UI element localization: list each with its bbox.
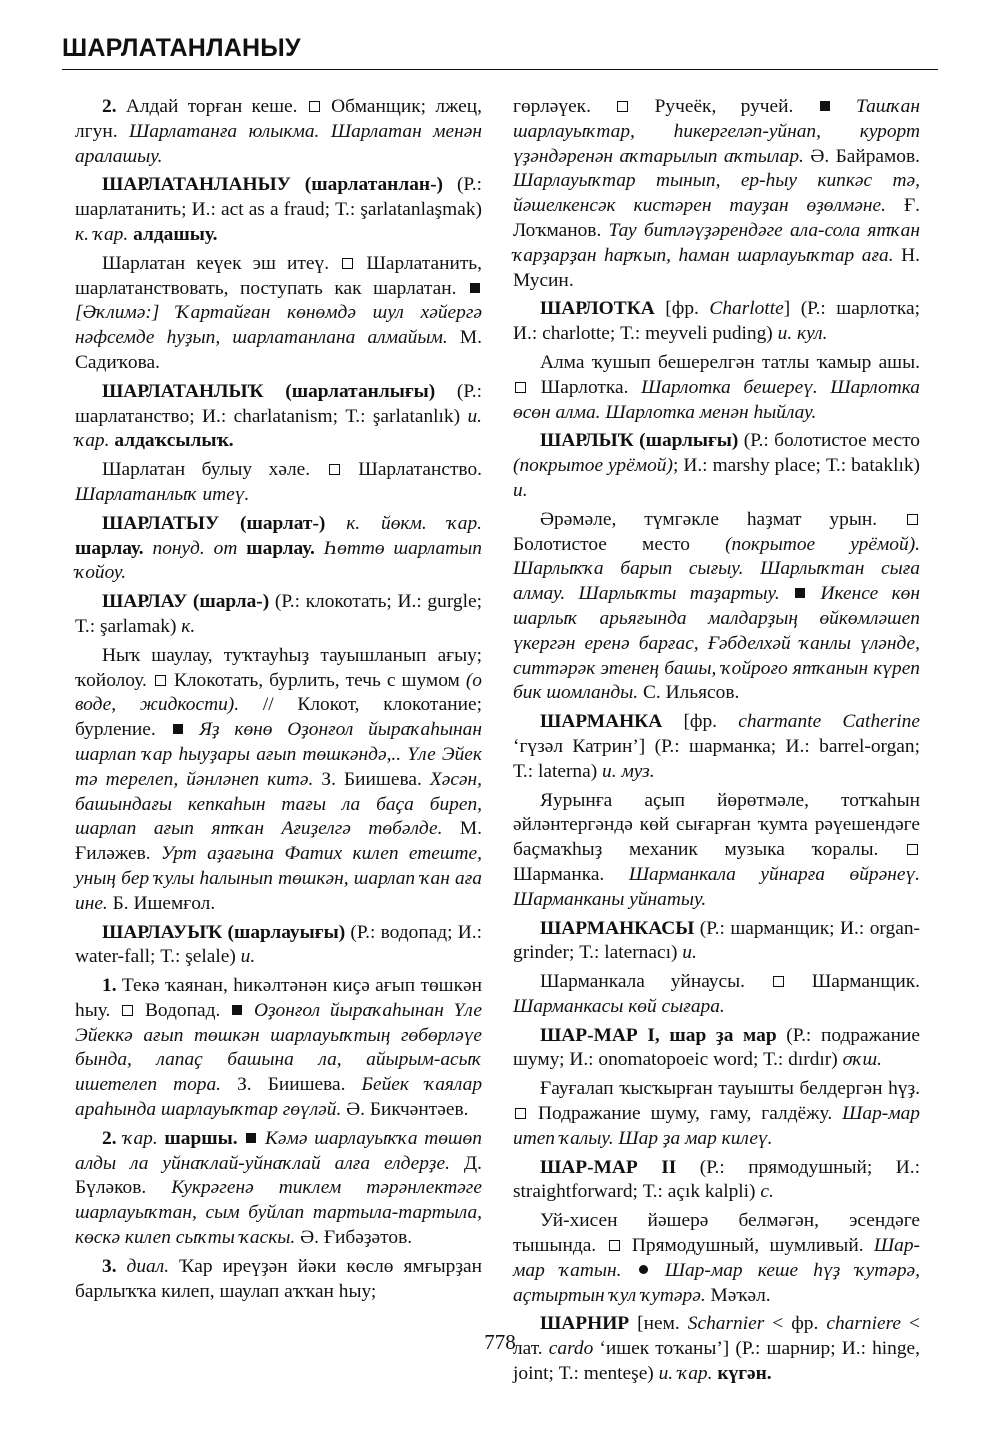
page-number: 778: [484, 1330, 516, 1354]
translation-marker-icon: [515, 1108, 526, 1119]
entry-paragraph: [75, 95, 482, 169]
text-run: Ғауғалап ҡысҡырған тауышты белдергән һүҙ.: [540, 1078, 920, 1100]
text-run: Мәҡәл.: [705, 1284, 771, 1306]
entry-paragraph: [75, 974, 482, 1123]
proverb-marker-icon: [639, 1265, 648, 1274]
translation-marker-icon: [515, 382, 526, 393]
text-run: Шарлатан булыу хәле.: [102, 459, 327, 481]
entry-paragraph: [513, 1209, 920, 1308]
dictionary-entry: [513, 429, 920, 503]
italic-text: и.: [513, 479, 528, 501]
text-run: (Р.: водопад; И.: water-fall; Т.: şelale): [75, 921, 482, 968]
text-run: Текә ҡаянан, һикәлтәнән киҫә ағып төшкән һыу.: [75, 975, 482, 1021]
headword: шарлау.: [246, 537, 315, 559]
italic-text: Шарлауыҡтар тынып, ер-һыу кипкәс тә, йәшелкенсәк кистәрен тауҙан өҙөлмәне.: [513, 170, 920, 217]
italic-text: Шар-мар ҡатын.: [513, 1235, 920, 1281]
headword: ШАРНИР: [540, 1313, 630, 1335]
headword: ШАР-МАР I, шар ҙа мар: [540, 1024, 777, 1046]
italic-text: Урт аҙағына Фатих килеп етеште, уның бер ҡулы һалынып төшкән, шарлап ҡан аға ине.: [75, 843, 482, 914]
text-run: Прямодушный, шумливый.: [621, 1235, 874, 1257]
text-run: [650, 1260, 665, 1281]
headword: ШАРЛАУЫҠ (шарлауығы): [102, 921, 346, 943]
text-run: [238, 1128, 245, 1149]
text-run: Шарманщик.: [785, 971, 920, 993]
text-run: Алдай торған кеше.: [116, 96, 307, 117]
headword: шарлау.: [75, 537, 144, 559]
dictionary-entry: [513, 917, 920, 967]
text-run: Подражание шуму, гаму, галдёжу.: [528, 1103, 843, 1125]
example-marker-icon: [173, 724, 183, 734]
text-run: Яурынға аҫып йөрөтмәле, тотҡаһын әйләнтергәндә көй сығарған ҡумта рәүешендәге баҫмаҡһыҙ механик музыка ҡоралы.: [513, 789, 920, 861]
dictionary-entry: [513, 1024, 920, 1074]
text-run: [фр.: [654, 298, 710, 320]
text-run: [315, 538, 324, 559]
headword: 2.: [102, 1127, 117, 1149]
text-run: М. Садиҡова.: [75, 327, 482, 373]
translation-marker-icon: [907, 844, 918, 855]
text-run: Ғ. Лоҡманов.: [513, 195, 921, 241]
text-run: (Р.: подражание шуму; И.: onomatopoeic word; Т.: dırdır): [513, 1024, 920, 1071]
headword: ШАРЛОТКА: [540, 298, 655, 320]
text-run: Б. Ишемғол.: [107, 892, 216, 914]
italic-text: с.: [760, 1181, 774, 1203]
right-column: [513, 95, 920, 1391]
headword: ШАРЛАУ (шарла-): [102, 591, 270, 613]
italic-text: Шарлатанлыҡ итеү.: [75, 483, 250, 505]
headword: ШАРМАНКА: [540, 711, 663, 733]
text-run: [117, 1256, 127, 1277]
text-run: (Р.: шарлатанить; И.: act as a fraud; Т.: şarlatanlaşmak): [75, 174, 482, 221]
italic-text: Ташҡан шарлауыҡтар, һикергеләп-уйнап, курорт үҙәндәренән аҡтарылып аҡтылар.: [513, 96, 920, 167]
text-run: [фр.: [662, 711, 739, 733]
headword: алдашыу.: [133, 223, 218, 245]
text-run: (Р.: клокотать; И.: gurgle; Т.: şarlamak): [75, 591, 482, 637]
text-run: Обманщик; лжец, лгун.: [75, 96, 482, 142]
text-run: Алма ҡушып бешерелгән татлы ҡамыр ашы.: [540, 351, 920, 373]
italic-text: Шарлыҡҡа барып сығыу. Шарлыҡтан сыға алмау. Шарлыҡты таҙартыу.: [513, 558, 920, 605]
italic-text: (покрытое урёмой): [513, 455, 673, 477]
italic-text: Оҙонғол йыраҡаһынан Үле Эйеккә ағып төшкән шарлауыҡтың гөбөрләүе бында, лапаҫ башына ла, айырым-асыҡ ишетелеп тора.: [75, 999, 482, 1096]
text-run: [621, 1260, 636, 1281]
example-marker-icon: [820, 101, 830, 111]
italic-text: Charlotte: [709, 298, 784, 320]
text-run: [244, 1000, 254, 1021]
text-run: Шарлатанить, шарлатанствовать, поступать как шарлатан.: [75, 252, 482, 299]
text-run: (Р.: болотистое место: [738, 430, 920, 452]
translation-marker-icon: [907, 514, 918, 525]
text-run: ‘гүзәл Катрин’] (Р.: шарманка; И.: barrel-organ; Т.: laterna): [513, 735, 920, 782]
text-run: ‘ишек тоҡаны’] (Р.: шарнир; И.: hinge, joint; Т.: menteşe): [513, 1338, 920, 1385]
text-run: [832, 96, 856, 117]
header-rule: [62, 69, 938, 70]
text-run: Әрәмәле, түмгәкле һаҙмат урын.: [540, 508, 905, 530]
dictionary-entry: [513, 1156, 920, 1206]
text-run: (Р.: шарлатанство; И.: charlatanism; Т.: şarlatanlık): [75, 380, 482, 427]
headword: ШАРЛАТАНЛЫҠ (шарлатанлығы): [102, 380, 436, 402]
text-run: Ә. Байрамов.: [803, 145, 921, 167]
headword: ШАРЛАТАНЛАНЫУ (шарлатанлан-): [102, 174, 443, 196]
italic-text: charmante Catherine: [738, 711, 920, 733]
text-run: З. Биишева.: [313, 768, 430, 790]
italic-text: к. йөкм. ҡар.: [346, 512, 482, 534]
italic-text: и. кул.: [777, 323, 828, 345]
italic-text: и. ҡар.: [75, 405, 482, 452]
running-head: ШАРЛАТАНЛАНЫУ: [62, 34, 301, 62]
italic-text: Кукрәгенә тиклем тәрәнлектәге шарлауыҡтан, сым буйлап тартыла-тартыла, көскә килеп сыҡты ҡаскы.: [75, 1177, 482, 1249]
text-run: Ә. Бикчәнтәев.: [341, 1099, 469, 1121]
italic-text: charniere: [826, 1313, 902, 1335]
entry-paragraph: [75, 252, 482, 376]
italic-text: Шарлотка бешереү. Шарлотка өсөн алма. Шарлотка менән һыйлау.: [513, 376, 920, 423]
text-run: Водопад.: [135, 999, 231, 1021]
text-run: З. Биишева.: [221, 1074, 362, 1096]
entry-paragraph: [513, 508, 920, 706]
italic-text: Scharnier: [687, 1313, 765, 1335]
headword: ШАР-МАР II: [540, 1156, 677, 1178]
text-run: гөрләүек.: [513, 96, 616, 117]
headword: ШАРМАНКАСЫ: [540, 917, 695, 939]
italic-text: оҡш.: [842, 1049, 882, 1071]
headword: шаршы.: [164, 1127, 238, 1149]
headword: ШАРЛАТЫУ (шарлат-): [102, 512, 326, 534]
text-run: Шарманка.: [513, 863, 629, 885]
italic-text: Бейек ҡаялар араһында шарлауыҡтар гөүләй.: [75, 1074, 483, 1121]
headword: 1.: [102, 975, 117, 997]
text-run: < лат.: [513, 1313, 920, 1360]
italic-text: диал.: [126, 1255, 170, 1277]
italic-text: cardo: [548, 1338, 594, 1360]
text-run: С. Ильясов.: [638, 682, 740, 704]
translation-marker-icon: [122, 1005, 133, 1016]
italic-text: Шарманкала уйнарға өйрәнеү. Шарманканы уйнатыу.: [513, 863, 920, 910]
dictionary-entry: [75, 921, 482, 971]
italic-text: Һөттө шарлатып ҡойоу.: [75, 537, 482, 584]
headword: күгән.: [717, 1363, 772, 1385]
text-run: Шарлотка.: [528, 376, 642, 398]
text-run: М. Ғиләжев.: [75, 818, 483, 865]
italic-text: Шар-мар итеп ҡалыу. Шар ҙа мар килеү.: [513, 1103, 920, 1149]
dictionary-entry: [513, 297, 920, 347]
headword: алдаҡсылыҡ.: [114, 430, 234, 452]
entry-paragraph: [513, 789, 920, 913]
italic-text: [Әҡлимә:] Ҡартайған көнөмдә шул хәйергә нәфсемде һуҙып, шарлатанлана алмайым.: [75, 302, 482, 349]
italic-text: и.: [240, 946, 256, 968]
example-marker-icon: [795, 588, 805, 598]
dictionary-entry: [75, 380, 482, 454]
text-run: [205, 538, 214, 559]
italic-text: (о воде, жидкости).: [75, 669, 482, 716]
text-run: (Р.: прямодушный; И.: straightforward; Т.: açık kalpli): [513, 1156, 920, 1203]
entry-paragraph: [75, 644, 482, 917]
headword: ШАРЛЫҠ (шарлығы): [540, 430, 739, 452]
italic-text: Тау битләүҙәрендәге ала-сола ятҡан ҡарҙарҙан һарҡып, һаман шарлауыҡтар аға.: [513, 219, 920, 266]
translation-marker-icon: [773, 976, 784, 987]
text-run: Ныҡ шаулау, туҡтауһыҙ тауышланып ағыу; ҡойолоу.: [75, 644, 482, 691]
example-marker-icon: [470, 283, 480, 293]
example-marker-icon: [246, 1133, 256, 1143]
italic-text: к.: [181, 615, 196, 637]
entry-paragraph: [513, 970, 920, 1020]
italic-text: понуд.: [152, 537, 205, 559]
text-run: < фр.: [764, 1313, 827, 1335]
italic-text: и. муз.: [602, 760, 655, 782]
headword: 3.: [102, 1255, 117, 1277]
translation-marker-icon: [342, 258, 353, 269]
italic-text: Шарлатанға юлыкма. Шарлатан менән аралашыу.: [75, 120, 482, 167]
italic-text: и.: [682, 942, 697, 964]
left-column: [75, 95, 482, 1308]
italic-text: Кәмә шарлауыҡҡа төшөп алды ла уйнаҡлай-уйнаҡлай алға елдерҙе.: [75, 1127, 482, 1174]
text-run: [780, 583, 793, 604]
text-run: [185, 719, 200, 740]
text-run: Болотистое место: [513, 533, 726, 555]
dictionary-entry: [75, 512, 482, 586]
italic-text: Шар-мар кеше һүҙ ҡутәрә, аҫтыртын ҡул ҡутәрә.: [513, 1259, 920, 1306]
text-run: (Р.: шарманщик; И.: organ-grinder; Т.: laternacı): [513, 917, 920, 964]
text-run: Ручеёк, ручей.: [630, 96, 818, 117]
italic-text: от: [213, 537, 238, 559]
italic-text: (покрытое урёмой).: [725, 533, 920, 555]
italic-text: Яҙ көнө Оҙонғол йыраҡаһынан шарлап ҡар һыуҙары ағып төшкәндә,.. Үле Эйек тә терелеп, йәнләнеп китә.: [75, 719, 482, 790]
italic-text: Хәсән, башындағы кепкаһын тағы ла баҫа биреп, шарлап ағып ятҡан Ағиҙелгә төбәлде.: [75, 768, 483, 840]
translation-marker-icon: [155, 675, 166, 686]
text-run: // Клокот, клокотание; бурление.: [75, 694, 482, 741]
headword: 2.: [102, 96, 117, 117]
translation-marker-icon: [609, 1240, 620, 1251]
dictionary-entry: [75, 173, 482, 247]
translation-marker-icon: [617, 101, 628, 112]
text-run: Уй-хисен йәшерә белмәгән, эсендәге тышында.: [513, 1210, 920, 1257]
entry-paragraph: [75, 1255, 482, 1305]
italic-text: Шарманкасы көй сығара.: [513, 995, 725, 1017]
italic-text: ҡар.: [123, 1127, 158, 1149]
text-run: [нем.: [629, 1313, 688, 1335]
text-run: Ҡар иреүҙән йәки көслө ямғырҙан барлыҡҡа килеп, шаулап аҡҡан һыу;: [75, 1255, 482, 1302]
entry-paragraph: [75, 1127, 482, 1251]
text-run: ; И.: marshy place; Т.: bataklık): [672, 455, 920, 477]
entry-paragraph: [513, 1077, 920, 1151]
text-run: Шарлатанство.: [341, 459, 482, 481]
italic-text: к. ҡар.: [75, 223, 129, 245]
italic-text: Икенсе көн шарлыҡ арьяғында малдарҙың өйкөмләшеп үкергән еренә барғас, Ғәбделхәй ҡанлы үләнде, ситтәрәк этенең башы, ҡойроғо ятҡанын күреп бик шомланды.: [513, 583, 920, 704]
text-run: Шарманкала уйнаусы.: [540, 971, 771, 993]
text-run: [144, 538, 153, 559]
italic-text: и. ҡар.: [658, 1363, 713, 1385]
entry-paragraph: [513, 351, 920, 425]
text-run: Ә. Ғибәҙәтов.: [295, 1227, 413, 1249]
text-run: ] (Р.: шарлотка; И.: charlotte; Т.: meyveli puding): [513, 298, 920, 345]
dictionary-entry: [513, 710, 920, 784]
entry-paragraph: [513, 95, 920, 293]
text-run: [325, 513, 346, 534]
text-run: Клокотать, бурлить, течь с шумом: [167, 669, 466, 691]
example-marker-icon: [232, 1005, 242, 1015]
text-run: [237, 538, 246, 559]
text-run: Шарлатан кеүек эш итеү.: [102, 252, 341, 274]
text-run: Д. Бүләков.: [75, 1152, 482, 1199]
text-run: Н. Мусин.: [513, 244, 921, 291]
text-run: [807, 583, 820, 604]
dictionary-entry: [75, 590, 482, 640]
translation-marker-icon: [309, 101, 320, 112]
translation-marker-icon: [329, 464, 340, 475]
entry-paragraph: [75, 458, 482, 508]
